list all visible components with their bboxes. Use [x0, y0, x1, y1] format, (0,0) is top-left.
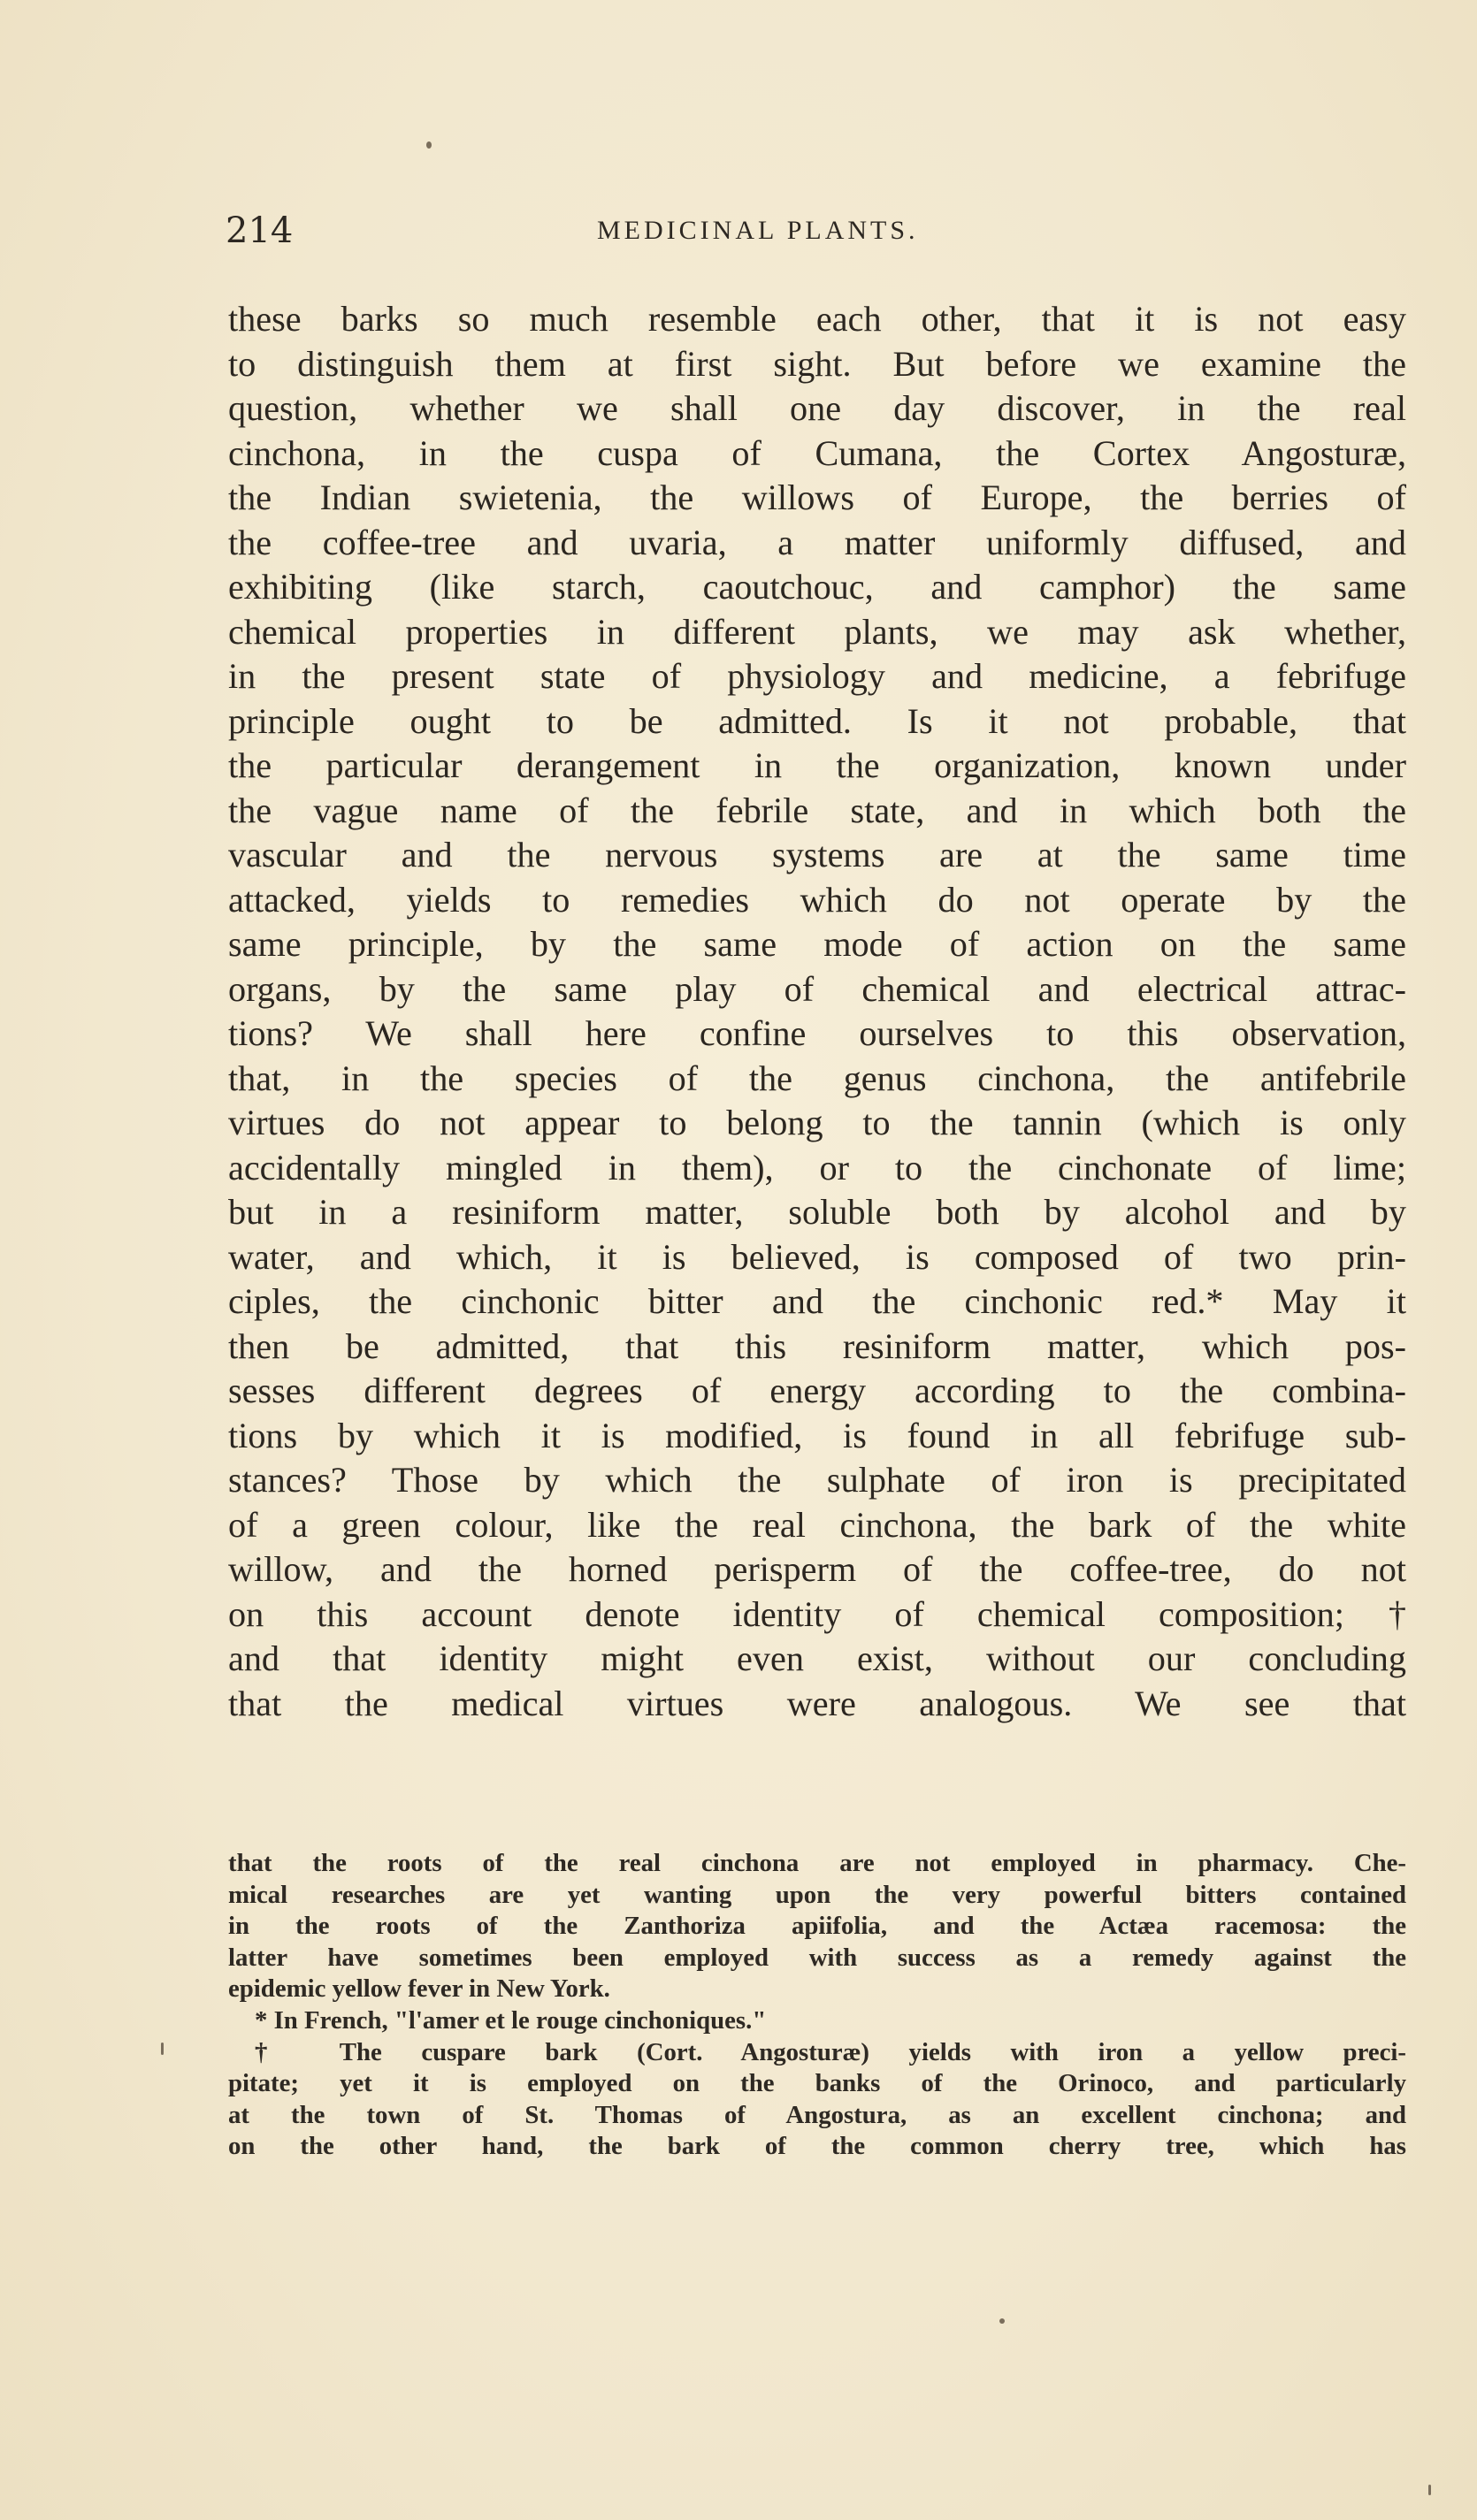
page-header	[226, 210, 1415, 263]
footnote-dagger: † The cuspare bark (Cort. Angosturæ) yields with iron a yellow preci-	[255, 2037, 1406, 2066]
text-line: accidentally mingled in them), or to the cinchonate of lime;	[228, 1147, 1406, 1187]
paper-speck	[999, 2318, 1005, 2324]
text-line: to distinguish them at first sight. But before we examine the	[228, 343, 1406, 384]
text-line: tions by which it is modified, is found in all febrifuge sub-	[228, 1415, 1406, 1455]
paper-speck	[161, 2043, 164, 2055]
text-line: on this account denote identity of chemical composition;†	[228, 1593, 1406, 1634]
footnote-line: epidemic yellow fever in New York.	[228, 1974, 610, 2004]
text-line: in the present state of physiology and medicine, a febrifuge	[228, 656, 1406, 696]
footnote-line: in the roots of the Zanthoriza apiifolia, and the Actæa racemosa: the	[228, 1912, 1406, 1941]
text-line: question, whether we shall one day discover, in the real	[228, 388, 1406, 428]
footnote-line: that the roots of the real cinchona are not employed in pharmacy. Che-	[228, 1849, 1406, 1877]
text-line: the coffee-tree and uvaria, a matter uniformly diffused, and	[228, 522, 1406, 562]
footnote-line: on the other hand, the bark of the common cherry tree, which has	[228, 2132, 1406, 2161]
text-line: sesses different degrees of energy according to the combina-	[228, 1371, 1406, 1410]
text-line: vascular and the nervous systems are at the same time	[228, 835, 1406, 874]
text-line: virtues do not appear to belong to the tannin (which is only	[228, 1103, 1406, 1142]
footnote-asterisk: * In French, "l'amer et le rouge cinchoniques."	[255, 2005, 767, 2035]
footnote-line: latter have sometimes been employed with success as a remedy against the	[228, 1943, 1406, 1972]
text-line: stances? Those by which the sulphate of iron is precipitated	[228, 1460, 1406, 1500]
text-line: tions? We shall here confine ourselves to this observation,	[228, 1013, 1406, 1053]
text-line: but in a resiniform matter, soluble both by alcohol and by	[228, 1192, 1406, 1232]
text-line: the Indian swietenia, the willows of Europe, the berries of	[228, 477, 1406, 517]
text-line: that the medical virtues were analogous. We see that	[228, 1683, 1406, 1723]
text-line: then be admitted, that this resiniform matter, which pos-	[228, 1325, 1406, 1366]
text-line: attacked, yields to remedies which do not operate by the	[228, 879, 1406, 920]
footnote-line: at the town of St. Thomas of Angostura, as an excellent cinchona; and	[228, 2100, 1406, 2129]
body-text	[228, 297, 1406, 1726]
text-line: willow, and the horned perisperm of the coffee-tree, do not	[228, 1549, 1406, 1589]
text-line: water, and which, it is believed, is composed of two prin-	[228, 1236, 1406, 1277]
text-line: organs, by the same play of chemical and electrical attrac-	[228, 968, 1406, 1009]
footnote-line: mical researches are yet wanting upon the very powerful bitters contained	[228, 1880, 1406, 1909]
footnote-line: pitate; yet it is employed on the banks of the Orinoco, and particularly	[228, 2069, 1406, 2098]
text-line: the vague name of the febrile state, and in which both the	[228, 790, 1406, 830]
text-line: cinchona, in the cuspa of Cumana, the Cortex Angosturæ,	[228, 432, 1406, 473]
text-line: chemical properties in different plants, we may ask whether,	[228, 611, 1406, 652]
text-line: these barks so much resemble each other, that it is not easy	[228, 299, 1406, 339]
text-line: the particular derangement in the organization, known under	[228, 745, 1406, 785]
footnotes	[228, 1848, 1406, 2163]
text-line: exhibiting (like starch, caoutchouc, and camphor) the same	[228, 567, 1406, 607]
text-line: that, in the species of the genus cinchona, the antifebrile	[228, 1058, 1406, 1098]
text-line: same principle, by the same mode of action on the same	[228, 924, 1406, 964]
text-line: and that identity might even exist, without our concluding	[228, 1638, 1406, 1678]
paper-speck	[1428, 2485, 1431, 2495]
page-number: 214	[226, 210, 294, 251]
text-line: ciples, the cinchonic bitter and the cinchonic red.* May it	[228, 1281, 1406, 1321]
running-title: MEDICINAL PLANTS.	[597, 216, 919, 245]
text-line: principle ought to be admitted. Is it not probable, that	[228, 700, 1406, 741]
paper-speck	[426, 141, 432, 149]
text-line: of a green colour, like the real cinchona, the bark of the white	[228, 1504, 1406, 1545]
